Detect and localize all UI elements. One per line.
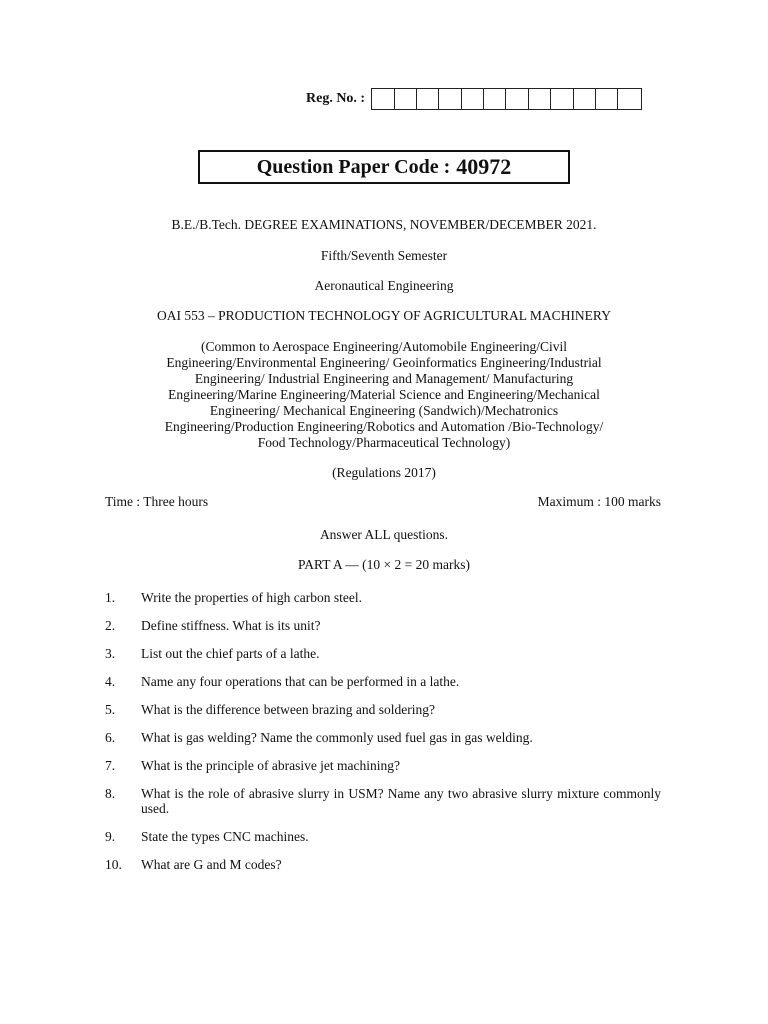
reg-number-digit-box bbox=[551, 89, 573, 109]
reg-number-digit-box bbox=[596, 89, 618, 109]
question-item bbox=[105, 646, 661, 661]
question-text: Write the properties of high carbon steel. bbox=[141, 590, 363, 605]
reg-number-digit-box bbox=[574, 89, 596, 109]
question-item bbox=[105, 590, 661, 605]
question-item bbox=[105, 857, 661, 872]
question-item bbox=[105, 730, 661, 745]
reg-number-label: Reg. No. : bbox=[306, 91, 366, 106]
question-paper-code: 40972 bbox=[456, 154, 512, 179]
semester: Fifth/Seventh Semester bbox=[320, 248, 448, 263]
reg-number-digit-box bbox=[462, 89, 484, 109]
common-to-line: Engineering/ Mechanical Engineering (Sandwich)/Mechatronics bbox=[209, 403, 559, 418]
question-item bbox=[105, 758, 661, 773]
reg-number-digit-box bbox=[439, 89, 461, 109]
question-item bbox=[105, 786, 661, 816]
question-number: 5. bbox=[105, 702, 116, 717]
department: Aeronautical Engineering bbox=[314, 278, 454, 293]
question-number: 1. bbox=[105, 590, 116, 605]
time-marks-row bbox=[105, 494, 661, 510]
question-number: 10. bbox=[105, 857, 122, 872]
question-text: What are G and M codes? bbox=[141, 857, 282, 872]
reg-number-row bbox=[306, 88, 642, 110]
common-to-line: Engineering/ Industrial Engineering and Management/ Manufacturing bbox=[194, 371, 574, 386]
question-text: What is the principle of abrasive jet machining? bbox=[141, 758, 401, 773]
question-text: What is gas welding? Name the commonly used fuel gas in gas welding. bbox=[141, 730, 533, 745]
question-item bbox=[105, 674, 661, 689]
common-to-line: Engineering/Marine Engineering/Material Science and Engineering/Mechanical bbox=[168, 387, 600, 402]
maximum-marks: Maximum : 100 marks bbox=[537, 494, 661, 509]
part-a-heading: PART A — (10 × 2 = 20 marks) bbox=[298, 557, 470, 572]
question-item bbox=[105, 829, 661, 844]
common-to-line: Engineering/Production Engineering/Robotics and Automation /Bio-Technology/ bbox=[164, 419, 604, 434]
course-title: OAI 553 – PRODUCTION TECHNOLOGY OF AGRICULTURAL MACHINERY bbox=[157, 308, 611, 323]
reg-number-digit-box bbox=[506, 89, 528, 109]
question-paper-code-label: Question Paper Code : bbox=[256, 155, 451, 178]
reg-number-digit-box bbox=[395, 89, 417, 109]
common-to-line: Food Technology/Pharmaceutical Technology) bbox=[257, 435, 511, 450]
instruction: Answer ALL questions. bbox=[319, 527, 449, 542]
regulations: (Regulations 2017) bbox=[332, 465, 436, 480]
question-paper-code-box bbox=[198, 150, 570, 184]
time-allowed: Time : Three hours bbox=[105, 494, 209, 509]
question-list bbox=[105, 590, 661, 885]
question-number: 8. bbox=[105, 786, 116, 801]
question-text: What is the role of abrasive slurry in USM? Name any two abrasive slurry mixture commonly used. bbox=[141, 786, 661, 816]
common-to-line: (Common to Aerospace Engineering/Automobile Engineering/Civil bbox=[201, 339, 567, 354]
reg-number-digit-box bbox=[372, 89, 394, 109]
reg-number-digit-box bbox=[529, 89, 551, 109]
common-to-block bbox=[104, 339, 664, 451]
exam-title: B.E./B.Tech. DEGREE EXAMINATIONS, NOVEMBER/DECEMBER 2021. bbox=[171, 217, 597, 232]
reg-number-digit-box bbox=[484, 89, 506, 109]
question-number: 6. bbox=[105, 730, 116, 745]
question-text: Name any four operations that can be performed in a lathe. bbox=[141, 674, 460, 689]
question-text: What is the difference between brazing and soldering? bbox=[141, 702, 436, 717]
question-text: List out the chief parts of a lathe. bbox=[141, 646, 320, 661]
question-number: 3. bbox=[105, 646, 116, 661]
reg-number-digit-box bbox=[618, 89, 640, 109]
question-number: 9. bbox=[105, 829, 116, 844]
question-number: 2. bbox=[105, 618, 116, 633]
question-item bbox=[105, 702, 661, 717]
question-text: Define stiffness. What is its unit? bbox=[141, 618, 321, 633]
question-number: 7. bbox=[105, 758, 116, 773]
question-number: 4. bbox=[105, 674, 116, 689]
common-to-line: Engineering/Environmental Engineering/ Geoinformatics Engineering/Industrial bbox=[166, 355, 602, 370]
question-item bbox=[105, 618, 661, 633]
reg-number-boxes bbox=[371, 88, 642, 110]
question-text: State the types CNC machines. bbox=[141, 829, 309, 844]
reg-number-digit-box bbox=[417, 89, 439, 109]
